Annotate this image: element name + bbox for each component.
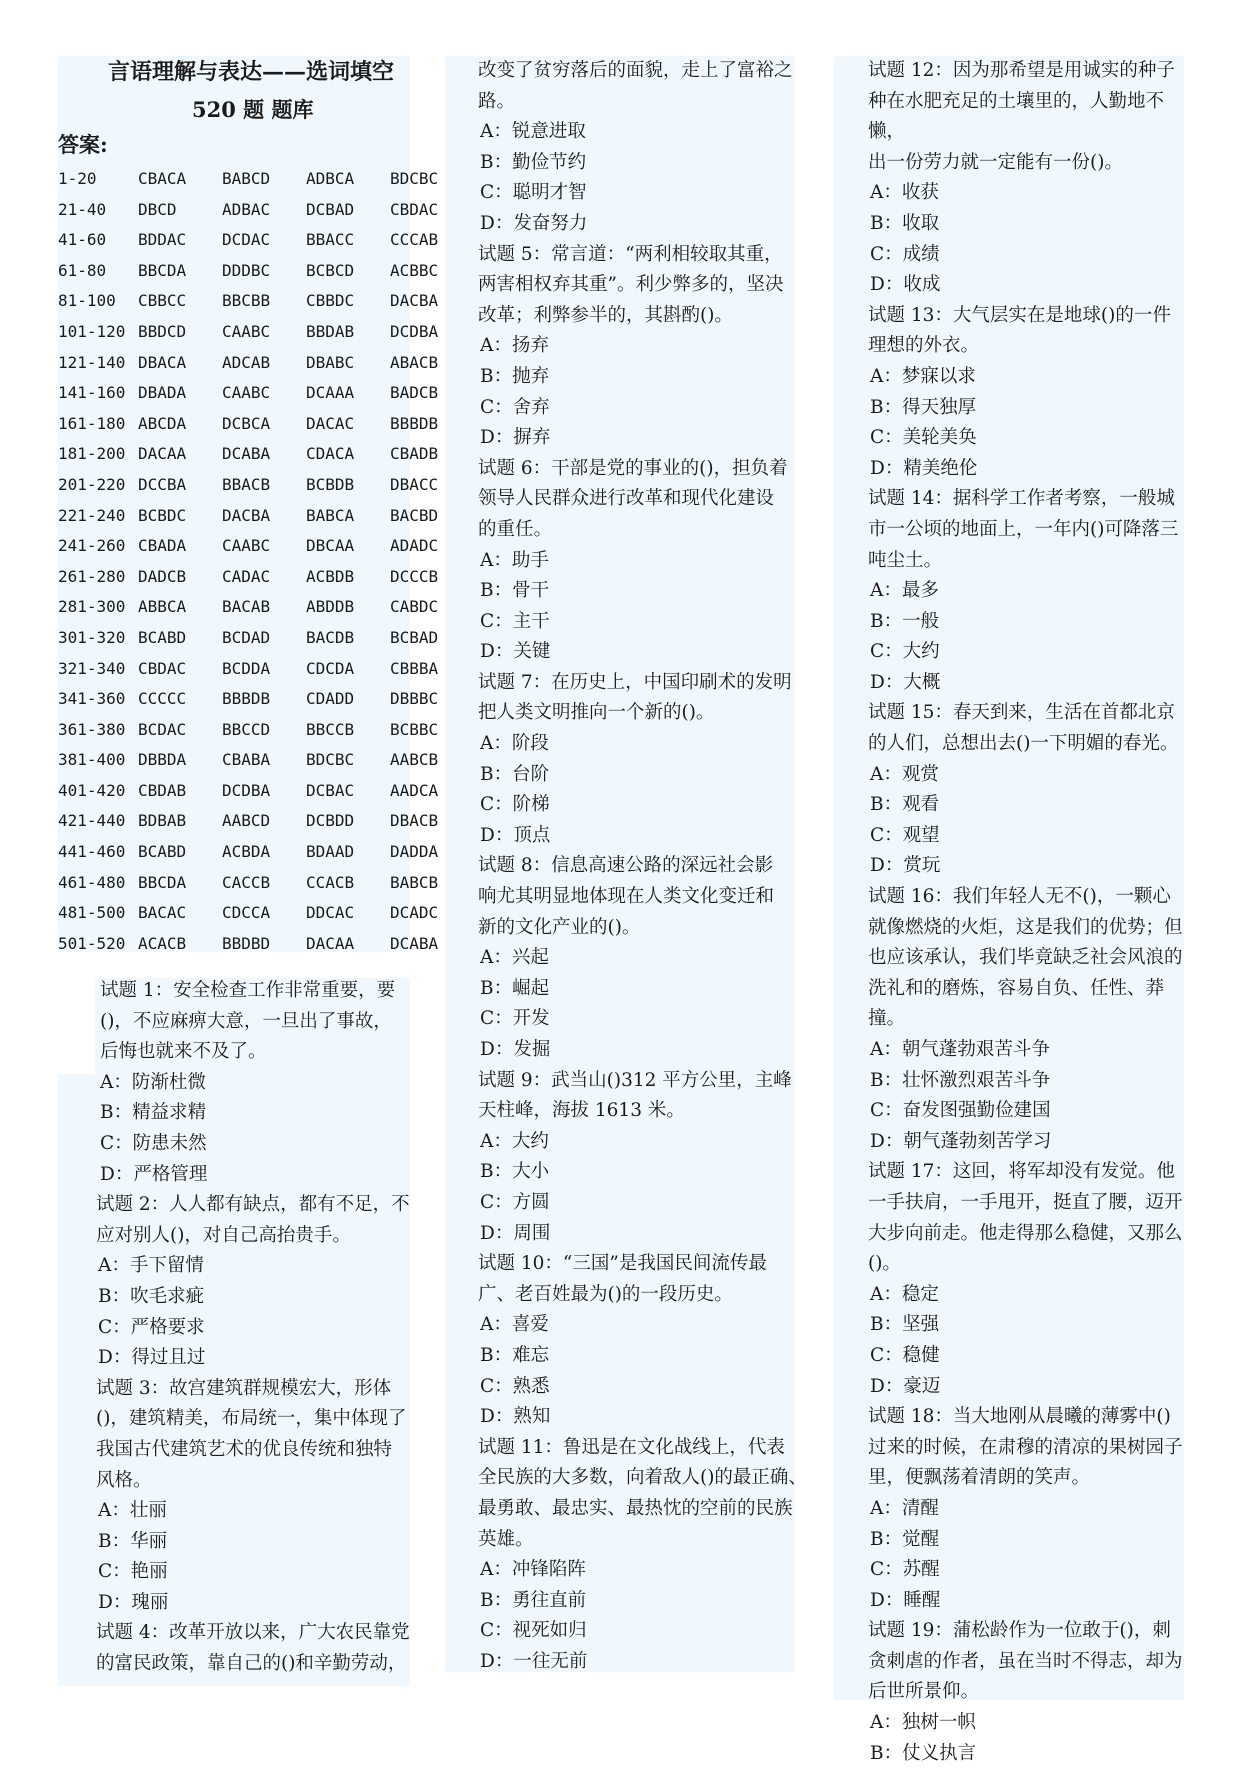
answer-row — [58, 195, 474, 226]
answer-option: A：收获 — [870, 182, 939, 204]
answer-option: D：严格管理 — [100, 1163, 208, 1185]
answer-option: A：清醒 — [870, 1497, 939, 1519]
answer-option: C：熟悉 — [480, 1375, 550, 1397]
answer-group: DADCB — [138, 566, 187, 586]
answer-range: 301-320 — [58, 627, 126, 647]
answer-group: BBCDA — [138, 872, 187, 892]
answer-group: DBACA — [138, 352, 187, 372]
answer-group: ABACB — [390, 352, 439, 372]
answer-range: 261-280 — [58, 566, 126, 586]
answer-group: BCBDC — [138, 505, 187, 525]
question-text: 试题 2：人人都有缺点，都有不足，不 — [96, 1194, 410, 1216]
question-text: 试题 13：大气层实在是地球()的一件 — [868, 304, 1171, 326]
answer-group: BBDAB — [306, 321, 355, 341]
answer-range: 21-40 — [58, 199, 107, 219]
answer-group: CBDAC — [390, 199, 439, 219]
answer-option: B：华丽 — [98, 1530, 168, 1552]
answer-group: DCBDD — [306, 811, 355, 831]
answer-group: CBACA — [138, 169, 187, 188]
answer-row — [58, 378, 474, 409]
answer-option: A：防渐杜微 — [100, 1071, 206, 1093]
answers-label: 答案: — [58, 132, 108, 157]
answer-option: D：一往无前 — [480, 1650, 588, 1672]
answer-range: 461-480 — [58, 872, 126, 892]
question-text: 种在水肥充足的土壤里的，人勤地不懒， — [868, 90, 1165, 143]
answer-option: D：得过且过 — [98, 1347, 206, 1369]
question-text: 里，便飘荡着清朗的笑声。 — [868, 1467, 1091, 1489]
answer-range: 501-520 — [58, 933, 126, 953]
answer-range: 401-420 — [58, 780, 126, 800]
answer-group: BACAB — [222, 597, 271, 617]
answer-group: DCADC — [390, 903, 439, 923]
answer-option: A：阶段 — [480, 733, 549, 755]
question-text: 路。 — [478, 90, 516, 112]
answer-option: B：观看 — [870, 794, 940, 816]
answer-row — [58, 684, 474, 715]
answer-range: 41-60 — [58, 230, 107, 250]
answer-option: D：周围 — [480, 1222, 551, 1244]
answer-row — [58, 501, 474, 532]
answer-group: DBABC — [306, 352, 355, 372]
answer-group: BACDB — [306, 627, 355, 647]
answer-group: BCABD — [138, 627, 187, 647]
answer-option: B：觉醒 — [870, 1528, 940, 1550]
answer-range: 481-500 — [58, 903, 126, 923]
question-text: 一手扶肩，一手甩开，挺直了腰，迈开 — [868, 1191, 1183, 1213]
answer-group: ABDDB — [306, 597, 355, 617]
answer-row — [58, 868, 474, 899]
answer-option: C：稳健 — [870, 1344, 940, 1366]
answer-group: BDCBC — [306, 750, 355, 770]
answer-option: B：抛弃 — [480, 365, 550, 387]
answer-row — [58, 592, 474, 623]
answer-option: C：视死如归 — [480, 1620, 587, 1642]
question-text: 改变了贫穷落后的面貌，走上了富裕之 — [478, 60, 793, 81]
answer-option: A：观赏 — [870, 763, 939, 785]
answer-range: 61-80 — [58, 260, 107, 280]
question-text: 试题 5：常言道：“两利相较取其重， — [478, 243, 783, 265]
answer-range: 101-120 — [58, 321, 126, 341]
question-text: 英雄。 — [478, 1528, 534, 1550]
answer-group: CBBCC — [138, 291, 187, 311]
answer-group: CCCAB — [390, 230, 439, 250]
answer-row — [58, 898, 474, 929]
answer-group: ABBCA — [138, 597, 187, 617]
answer-row — [58, 715, 474, 746]
answer-option: A：稳定 — [870, 1283, 939, 1305]
answer-option: B：吹毛求疵 — [98, 1285, 205, 1307]
question-text: 试题 14：据科学工作者考察，一般城 — [868, 488, 1175, 510]
answer-group: BDBAB — [138, 811, 187, 831]
answer-row — [58, 256, 474, 287]
answer-group: DCABA — [390, 933, 439, 953]
answer-group: CACCB — [222, 872, 271, 892]
answer-option: C：防患未然 — [100, 1132, 207, 1154]
answer-option: A：独树一帜 — [870, 1712, 976, 1734]
answer-row — [58, 623, 474, 654]
answer-option: B：崛起 — [480, 977, 550, 999]
answer-row — [58, 470, 474, 501]
answer-row — [58, 562, 474, 593]
question-text: 贪刺虐的作者，虽在当时不得志，却为 — [868, 1650, 1183, 1672]
question-text: 试题 17：这回，将军却没有发觉。他 — [868, 1161, 1175, 1183]
answer-group: ACACB — [138, 933, 187, 953]
question-text: 试题 12：因为那希望是用诚实的种子 — [868, 60, 1175, 81]
answer-group: DACAA — [306, 933, 355, 953]
answer-option: A：扬弃 — [480, 335, 549, 357]
answer-option: A：助手 — [480, 549, 549, 571]
answer-range: 281-300 — [58, 597, 126, 617]
answer-option: D：朝气蓬勃刻苦学习 — [870, 1130, 1052, 1152]
question-text: 领导人民群众进行改革和现代化建设 — [478, 488, 775, 510]
answer-group: BACAC — [138, 903, 187, 923]
answer-option: D：收成 — [870, 274, 941, 296]
question-text: 两害相权弃其重”。利少弊多的，坚决 — [478, 274, 784, 296]
answer-group: DBACB — [390, 811, 439, 831]
answer-group: BBBDB — [390, 413, 439, 433]
answer-option: B：勇往直前 — [480, 1589, 587, 1611]
answer-option: A：朝气蓬勃艰苦斗争 — [870, 1039, 1050, 1060]
answer-group: BDDAC — [138, 230, 187, 250]
answer-group: ACBDB — [306, 566, 355, 586]
answer-option: B：得天独厚 — [870, 396, 977, 418]
answer-range: 241-260 — [58, 536, 126, 556]
question-text: 我国古代建筑艺术的优良传统和独特 — [96, 1438, 393, 1460]
answer-group: BACBD — [390, 505, 439, 525]
answer-option: D：熟知 — [480, 1406, 551, 1428]
answer-group: DCABA — [222, 444, 271, 464]
answer-group: BBACC — [306, 230, 355, 250]
answer-option: B：仗义执言 — [870, 1742, 977, 1764]
answer-group: CADAC — [222, 566, 271, 586]
answer-row — [58, 531, 474, 562]
answer-group: CBADA — [138, 536, 187, 556]
answer-row — [58, 745, 474, 776]
question-text: 试题 8：信息高速公路的深远社会影 — [478, 855, 774, 877]
answer-option: C：艳丽 — [98, 1561, 168, 1583]
answer-option: C：舍弃 — [480, 396, 550, 418]
question-text: 的人们，总想出去()一下明媚的春光。 — [868, 733, 1179, 755]
question-text: 把人类文明推向一个新的()。 — [478, 702, 715, 724]
answer-group: BDCBC — [390, 169, 439, 188]
answer-group: DACBA — [390, 291, 439, 311]
question-text: 风格。 — [96, 1469, 152, 1491]
answer-group: DCCBA — [138, 474, 187, 494]
answer-option: B：勤俭节约 — [480, 151, 587, 173]
answer-range: 321-340 — [58, 658, 126, 678]
answer-option: A：喜爱 — [480, 1314, 549, 1336]
answer-group: DCDBA — [390, 321, 439, 341]
answer-option: A：锐意进取 — [480, 121, 586, 143]
question-text: 的重任。 — [478, 518, 553, 540]
answer-range: 441-460 — [58, 842, 126, 862]
answer-group: BCBAD — [390, 627, 439, 647]
answer-option: C：阶梯 — [480, 794, 550, 816]
answer-range: 341-360 — [58, 689, 126, 709]
answer-option: B：一般 — [870, 610, 940, 632]
answer-option: B：精益求精 — [100, 1102, 207, 1124]
questions-column-1 — [96, 976, 416, 1680]
answer-row — [58, 439, 474, 470]
answer-group: DBADA — [138, 383, 187, 403]
question-text: 试题 6：干部是党的事业的()，担负着 — [478, 457, 788, 479]
page-title: 言语理解与表达——选词填空 — [108, 59, 395, 85]
answer-group: DACBA — [222, 505, 271, 525]
answer-group: AABCD — [222, 811, 271, 831]
question-text: 也应该承认，我们毕竟缺乏社会风浪的 — [868, 947, 1183, 969]
answer-group: DCBAC — [306, 780, 355, 800]
question-text: ()。 — [868, 1253, 901, 1275]
answer-option: C：成绩 — [870, 243, 940, 265]
answer-option: A：最多 — [870, 580, 939, 602]
answer-group: CAABC — [222, 536, 271, 556]
answer-group: CCACB — [306, 872, 355, 892]
answer-option: B：大小 — [480, 1161, 550, 1183]
answer-group: BABCB — [390, 872, 439, 892]
answer-group: DBCD — [138, 199, 177, 219]
question-text: 试题 18：当大地刚从晨曦的薄雾中() — [868, 1406, 1171, 1428]
question-text: 新的文化产业的()。 — [478, 916, 641, 938]
answer-option: B：坚强 — [870, 1314, 940, 1336]
answer-option: C：观望 — [870, 824, 940, 846]
answer-group: ACBDA — [222, 842, 271, 862]
question-text: 大步向前走。他走得那么稳健，又那么 — [868, 1222, 1183, 1244]
question-text: ()，建筑精美，布局统一，集中体现了 — [96, 1408, 407, 1430]
answer-group: DCDBA — [222, 780, 271, 800]
question-text: 吨尘土。 — [868, 549, 943, 571]
questions-column-2 — [478, 56, 808, 1677]
question-text: 洗礼和的磨炼，容易自负、任性、莽撞。 — [868, 977, 1165, 1030]
answer-group: BABCA — [306, 505, 355, 525]
answer-row — [58, 806, 474, 837]
answer-group: DBACC — [390, 474, 439, 494]
answer-group: CBBBA — [390, 658, 439, 678]
question-text: 应对别人()，对自己高抬贵手。 — [96, 1224, 351, 1246]
answer-group: CAABC — [222, 321, 271, 341]
answer-group: BCDAC — [138, 719, 187, 739]
answer-group: DCDAC — [222, 230, 271, 250]
answer-group: DCCCB — [390, 566, 439, 586]
question-text: 天柱峰，海拔 1613 米。 — [478, 1100, 685, 1122]
answer-option: D：赏玩 — [870, 855, 941, 877]
answer-option: C：主干 — [480, 610, 550, 632]
answer-group: CDCDA — [306, 658, 355, 678]
question-text: 试题 7：在历史上，中国印刷术的发明 — [478, 671, 792, 693]
question-text: 试题 19：蒲松龄作为一位敢于()，刺 — [868, 1620, 1171, 1642]
answer-group: BADCB — [390, 383, 439, 403]
answer-option: C：方圆 — [480, 1191, 550, 1213]
answer-option: D：关键 — [480, 641, 551, 663]
answer-group: ADBAC — [222, 199, 271, 219]
answer-option: C：奋发图强勤俭建国 — [870, 1100, 1051, 1122]
question-text: 响尤其明显地体现在人类文化变迁和 — [478, 886, 775, 908]
answer-group: DBBBC — [390, 689, 439, 709]
answer-row — [58, 317, 474, 348]
answer-group: DDCAC — [306, 903, 355, 923]
answer-group: BBACB — [222, 474, 271, 494]
answer-key — [58, 164, 474, 959]
questions-column-3 — [868, 56, 1198, 1769]
answer-group: CCCCC — [138, 689, 187, 709]
answer-group: CDCCA — [222, 903, 271, 923]
answer-option: D：大概 — [870, 671, 941, 693]
page-subtitle: 520 题 题库 — [192, 97, 314, 122]
answer-group: CDADD — [306, 689, 355, 709]
answer-option: C：美轮美奂 — [870, 427, 977, 449]
question-text: 就像燃烧的火炬，这是我们的优势；但 — [868, 916, 1183, 938]
answer-group: BBCBB — [222, 291, 271, 311]
answer-group: BDAAD — [306, 842, 355, 862]
answer-option: A：梦寐以求 — [870, 365, 976, 387]
answer-row — [58, 225, 474, 256]
question-text: 试题 16：我们年轻人无不()，一颗心 — [868, 886, 1171, 908]
answer-option: A：冲锋陷阵 — [480, 1559, 586, 1581]
question-text: 试题 9：武当山()312 平方公里，主峰 — [478, 1069, 792, 1091]
answer-option: D：发奋努力 — [480, 212, 588, 234]
answer-group: ABCDA — [138, 413, 187, 433]
answer-option: B：壮怀激烈艰苦斗争 — [870, 1069, 1051, 1091]
answer-row — [58, 409, 474, 440]
answer-range: 1-20 — [58, 169, 97, 188]
answer-option: C：苏醒 — [870, 1559, 940, 1581]
answer-option: D：瑰丽 — [98, 1591, 169, 1613]
answer-group: BBCDA — [138, 260, 187, 280]
answer-group: BCDAD — [222, 627, 271, 647]
question-text: 试题 15：春天到来，生活在首都北京 — [868, 702, 1175, 724]
answer-group: DACAA — [138, 444, 187, 464]
answer-group: ADCAB — [222, 352, 271, 372]
answer-range: 81-100 — [58, 291, 116, 311]
answer-range: 181-200 — [58, 444, 126, 464]
answer-group: BBCCB — [306, 719, 355, 739]
answer-option: D：睡醒 — [870, 1589, 941, 1611]
answer-range: 141-160 — [58, 383, 126, 403]
answer-group: CBDAC — [138, 658, 187, 678]
question-text: 试题 11：鲁迅是在文化战线上，代表 — [478, 1436, 785, 1458]
answer-group: DBCAA — [306, 536, 355, 556]
question-text: 试题 1：安全检查工作非常重要，要 — [100, 980, 396, 1001]
answer-row — [58, 929, 474, 960]
answer-option: C：开发 — [480, 1008, 550, 1030]
answer-group: ADADC — [390, 536, 439, 556]
answer-group: CDACA — [306, 444, 355, 464]
answer-range: 161-180 — [58, 413, 126, 433]
answer-group: CBBDC — [306, 291, 355, 311]
answer-group: ACBBC — [390, 260, 439, 280]
question-text: ()，不应麻痹大意，一旦出了事故， — [100, 1010, 392, 1032]
answer-range: 381-400 — [58, 750, 126, 770]
answer-option: D：发掘 — [480, 1039, 551, 1060]
answer-option: D：豪迈 — [870, 1375, 941, 1397]
answer-group: DACAC — [306, 413, 355, 433]
question-text: 全民族的大多数，向着敌人()的最正确、 — [478, 1467, 807, 1489]
answer-option: C：严格要求 — [98, 1316, 205, 1338]
answer-row — [58, 837, 474, 868]
question-text: 试题 10：“三国”是我国民间流传最 — [478, 1253, 767, 1275]
answer-row — [58, 776, 474, 807]
answer-group: BCABD — [138, 842, 187, 862]
question-text: 试题 3：故宫建筑群规模宏大，形体 — [96, 1377, 392, 1399]
question-text: 市一公顷的地面上，一年内()可降落三 — [868, 518, 1179, 540]
answer-option: A：壮丽 — [98, 1500, 167, 1522]
answer-option: B：收取 — [870, 212, 940, 234]
answer-group: BCBDB — [306, 474, 355, 494]
answer-row — [58, 286, 474, 317]
answer-group: CBABA — [222, 750, 271, 770]
question-text: 最勇敢、最忠实、最热忱的空前的民族 — [478, 1497, 793, 1519]
question-text: 后世所景仰。 — [868, 1681, 980, 1703]
answer-range: 121-140 — [58, 352, 126, 372]
question-text: 过来的时候，在肃穆的清凉的果树园子 — [868, 1436, 1183, 1458]
answer-row — [58, 164, 474, 195]
answer-group: DCBAD — [306, 199, 355, 219]
answer-group: ADBCA — [306, 169, 355, 188]
question-text: 的富民政策，靠自己的()和辛勤劳动， — [96, 1653, 407, 1675]
answer-option: B：台阶 — [480, 763, 550, 785]
answer-group: BCBCD — [306, 260, 355, 280]
answer-group: DDDBC — [222, 260, 271, 280]
answer-group: BCBBC — [390, 719, 439, 739]
answer-row — [58, 654, 474, 685]
answer-option: A：手下留情 — [98, 1255, 204, 1277]
answer-option: C：大约 — [870, 641, 940, 663]
answer-group: AADCA — [390, 780, 439, 800]
question-text: 试题 4：改革开放以来，广大农民靠党 — [96, 1622, 410, 1644]
answer-group: BBDCD — [138, 321, 187, 341]
answer-group: DCBCA — [222, 413, 271, 433]
answer-group: BABCD — [222, 169, 271, 188]
question-text: 改革；利弊参半的，其斟酌()。 — [478, 304, 733, 326]
answer-range: 221-240 — [58, 505, 126, 525]
answer-group: DBBDA — [138, 750, 187, 770]
answer-option: B：骨干 — [480, 580, 550, 602]
question-text: 出一份劳力就一定能有一份()。 — [868, 151, 1123, 173]
answer-group: CABDC — [390, 597, 439, 617]
question-text: 理想的外衣。 — [868, 335, 980, 357]
answer-range: 201-220 — [58, 474, 126, 494]
answer-group: BBBDB — [222, 689, 271, 709]
answer-option: A：大约 — [480, 1130, 549, 1152]
answer-group: DCAAA — [306, 383, 355, 403]
answer-option: C：聪明才智 — [480, 182, 587, 204]
answer-range: 361-380 — [58, 719, 126, 739]
answer-option: D：精美绝伦 — [870, 457, 978, 479]
answer-option: A：兴起 — [480, 947, 549, 969]
answer-option: D：摒弃 — [480, 427, 551, 449]
question-text: 广、老百姓最为()的一段历史。 — [478, 1283, 733, 1305]
answer-group: CBDAB — [138, 780, 187, 800]
answer-row — [58, 348, 474, 379]
answer-group: BCDDA — [222, 658, 271, 678]
answer-group: DADDA — [390, 842, 439, 862]
answer-group: AABCB — [390, 750, 439, 770]
answer-group: BBDBD — [222, 933, 271, 953]
answer-option: D：顶点 — [480, 824, 551, 846]
answer-option: B：难忘 — [480, 1344, 550, 1366]
question-text: 后悔也就来不及了。 — [100, 1041, 267, 1063]
answer-group: BBCCD — [222, 719, 271, 739]
answer-group: CBADB — [390, 444, 439, 464]
answer-range: 421-440 — [58, 811, 126, 831]
answer-group: CAABC — [222, 383, 271, 403]
